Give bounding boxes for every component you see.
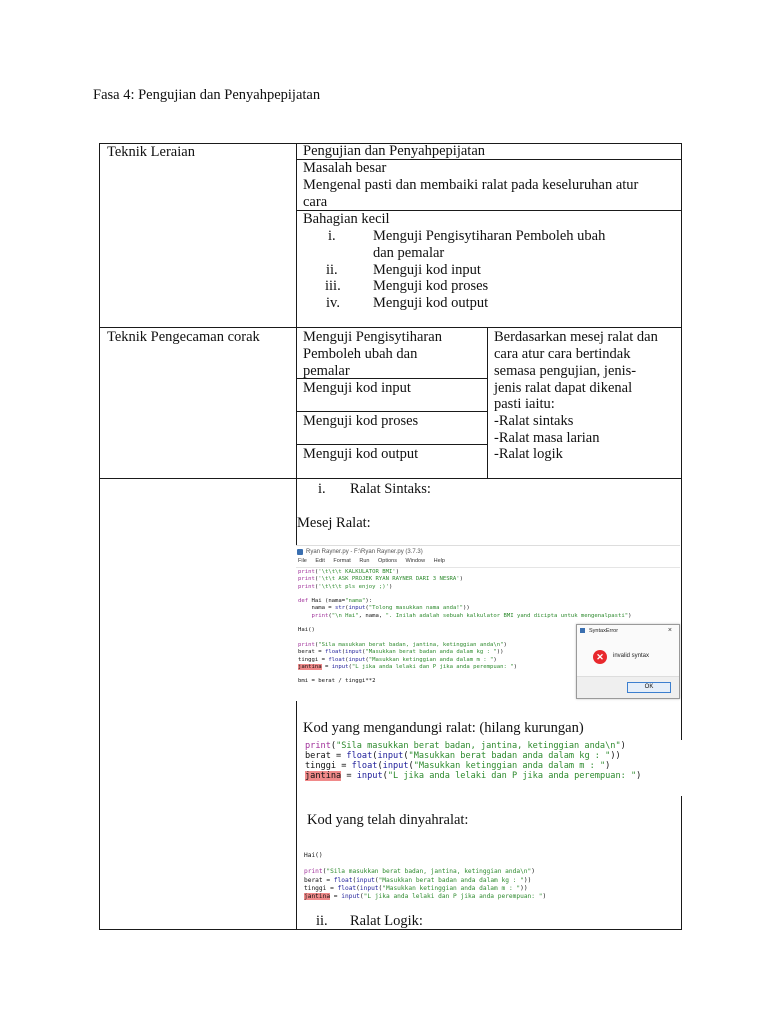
syntax-error-dialog bbox=[576, 624, 680, 699]
bahagian-item-text: Menguji kod proses bbox=[373, 278, 489, 294]
idle-window-title: Ryan Rayner.py - F:\Ryan Rayner.py (3.7.3) bbox=[306, 549, 423, 555]
code-line: berat = float(input("Masukkan berat badan anda dalam kg : ")) bbox=[298, 649, 504, 656]
code-line: nama = str(input("Tolong masukkan nama anda!")) bbox=[298, 605, 470, 612]
error-code-screenshot bbox=[305, 740, 682, 796]
idle-menu-item: File bbox=[298, 558, 307, 564]
pengecaman-desc-line: Berdasarkan mesej ralat dan bbox=[494, 329, 658, 345]
bahagian-item-text: Menguji kod input bbox=[373, 262, 481, 278]
idle-menu-item: Window bbox=[405, 558, 426, 564]
idle-menu-item: Format bbox=[333, 558, 351, 564]
masalah-text-2: cara bbox=[303, 194, 328, 210]
error-icon: ✕ bbox=[593, 650, 607, 664]
ralat-logik-num: ii. bbox=[316, 913, 328, 929]
code-line: Hai() bbox=[298, 627, 315, 634]
code-line: print("Sila masukkan berat badan, jantina, ketinggian anda\n") bbox=[305, 741, 626, 751]
bahagian-item-num: ii. bbox=[326, 262, 338, 278]
bahagian-item-text: Menguji kod output bbox=[373, 295, 489, 311]
pengecaman-cell-text: pemalar bbox=[303, 363, 350, 379]
pengecaman-desc-line: cara atur cara bertindak bbox=[494, 346, 631, 362]
ralat-sintaks-label: Ralat Sintaks: bbox=[350, 481, 431, 497]
idle-menu-item: Edit bbox=[315, 558, 325, 564]
kod-ralat-label: Kod yang mengandungi ralat: (hilang kurungan) bbox=[303, 720, 584, 736]
bahagian-item-num: i. bbox=[328, 228, 336, 244]
inner-line-cell-2 bbox=[296, 411, 488, 412]
pengecaman-cell-text: Menguji kod proses bbox=[303, 413, 419, 429]
dialog-footer bbox=[577, 676, 679, 698]
ralat-sintaks-num: i. bbox=[318, 481, 326, 497]
code-line: print("Sila masukkan berat badan, jantina, ketinggian anda\n") bbox=[304, 868, 535, 876]
code-line bbox=[304, 860, 680, 868]
inner-line-cell-3 bbox=[296, 444, 488, 445]
masalah-text-1: Mengenal pasti dan membaiki ralat pada keseluruhan atur bbox=[303, 177, 639, 193]
bahagian-item-text-cont: dan pemalar bbox=[373, 245, 445, 261]
code-line: Hai() bbox=[304, 852, 323, 859]
code-line: tinggi = float(input("Masukkan ketinggian anda dalam m : ") bbox=[298, 656, 497, 663]
dialog-titlebar bbox=[577, 625, 679, 637]
pengecaman-cell-text: Menguji kod input bbox=[303, 380, 411, 396]
pengecaman-desc-line: -Ralat sintaks bbox=[494, 413, 574, 429]
idle-menu-item: Run bbox=[359, 558, 370, 564]
pengecaman-desc-line: -Ralat logik bbox=[494, 446, 563, 462]
bahagian-item-text: Menguji Pengisytiharan Pemboleh ubah bbox=[373, 228, 606, 244]
page-heading: Fasa 4: Pengujian dan Penyahpepijatan bbox=[93, 87, 321, 103]
code-line: bmi = berat / tinggi**2 bbox=[298, 678, 376, 685]
inner-column-divider bbox=[487, 327, 488, 479]
code-line: berat = float(input("Masukkan berat badan anda dalam kg : ")) bbox=[305, 751, 621, 761]
code-line: def Hai (nama="nama"): bbox=[298, 598, 373, 605]
pengecaman-desc-line: -Ralat masa larian bbox=[494, 430, 600, 446]
code-line: print('\t\t ASK PROJEK RYAN RAYNER DARI 3 NESRA') bbox=[298, 576, 464, 583]
fixed-code bbox=[304, 850, 680, 901]
code-line: print('\t\t\t pls enjoy ;)') bbox=[298, 583, 393, 590]
pengecaman-cell-text: Pemboleh ubah dan bbox=[303, 346, 418, 362]
code-line: jantina = input("L jika anda lelaki dan P jika anda perempuan: ") bbox=[305, 771, 642, 781]
code-line bbox=[298, 591, 680, 598]
code-line: jantina = input("L jika anda lelaki dan P jika anda perempuan: ") bbox=[298, 663, 517, 670]
idle-titlebar bbox=[296, 546, 680, 558]
idle-menu-item: Help bbox=[433, 558, 445, 564]
kod-baik-label: Kod yang telah dinyahralat: bbox=[307, 812, 469, 828]
error-code bbox=[305, 740, 682, 781]
pengecaman-desc-line: jenis ralat dapat dikenal bbox=[494, 380, 633, 396]
pengecaman-desc-line: semasa pengujian, jenis- bbox=[494, 363, 637, 379]
dialog-message: invalid syntax bbox=[613, 653, 650, 659]
code-line: print('\t\t\t KALKULATOR BMI') bbox=[298, 569, 400, 575]
code-line: tinggi = float(input("Masukkan ketinggian anda dalam m : ") bbox=[305, 761, 611, 771]
code-line: print("\n Hai", nama, ". Inilah adalah sebuah kalkulator BMI yand dicipta untuk mengenalpasti") bbox=[311, 612, 632, 619]
code-line: berat = float(input("Masukkan berat badan anda dalam kg : ")) bbox=[304, 876, 532, 884]
pengecaman-cell-text: Menguji kod output bbox=[303, 446, 419, 462]
code-line: tinggi = float(input("Masukkan ketinggian anda dalam m : ")) bbox=[304, 884, 528, 892]
dialog-title: SyntaxError bbox=[589, 628, 619, 634]
column-divider bbox=[296, 143, 297, 930]
bahagian-item-num: iii. bbox=[325, 278, 341, 294]
ralat-logik-label: Ralat Logik: bbox=[350, 913, 423, 929]
code-line: jantina = input("L jika anda lelaki dan P jika anda perempuan: ") bbox=[304, 893, 547, 901]
code-line: print("Sila masukkan berat badan, jantina, ketinggian anda\n") bbox=[298, 641, 507, 648]
row-label-leraian: Teknik Leraian bbox=[107, 144, 195, 160]
mesej-ralat-label: Mesej Ralat: bbox=[297, 515, 371, 531]
close-icon: × bbox=[667, 627, 672, 634]
table-border-left bbox=[99, 143, 100, 930]
idle-menu-item: Options bbox=[378, 558, 397, 564]
bahagian-heading: Bahagian kecil bbox=[303, 211, 390, 227]
bahagian-item-num: iv. bbox=[326, 295, 340, 311]
python-icon bbox=[580, 628, 585, 633]
row-divider-1 bbox=[99, 327, 682, 328]
ok-button: OK bbox=[627, 682, 671, 693]
python-icon bbox=[297, 549, 303, 555]
row-divider-2 bbox=[99, 478, 682, 479]
idle-menubar bbox=[296, 558, 680, 568]
masalah-heading: Masalah besar bbox=[303, 160, 387, 176]
pengecaman-desc-line: pasti iaitu: bbox=[494, 396, 555, 412]
leraian-title: Pengujian dan Penyahpepijatan bbox=[303, 143, 486, 159]
table-border-right bbox=[681, 143, 682, 930]
fixed-code-screenshot bbox=[304, 850, 680, 914]
pengecaman-cell-text: Menguji Pengisytiharan bbox=[303, 329, 442, 345]
row-label-pengecaman: Teknik Pengecaman corak bbox=[107, 329, 260, 345]
